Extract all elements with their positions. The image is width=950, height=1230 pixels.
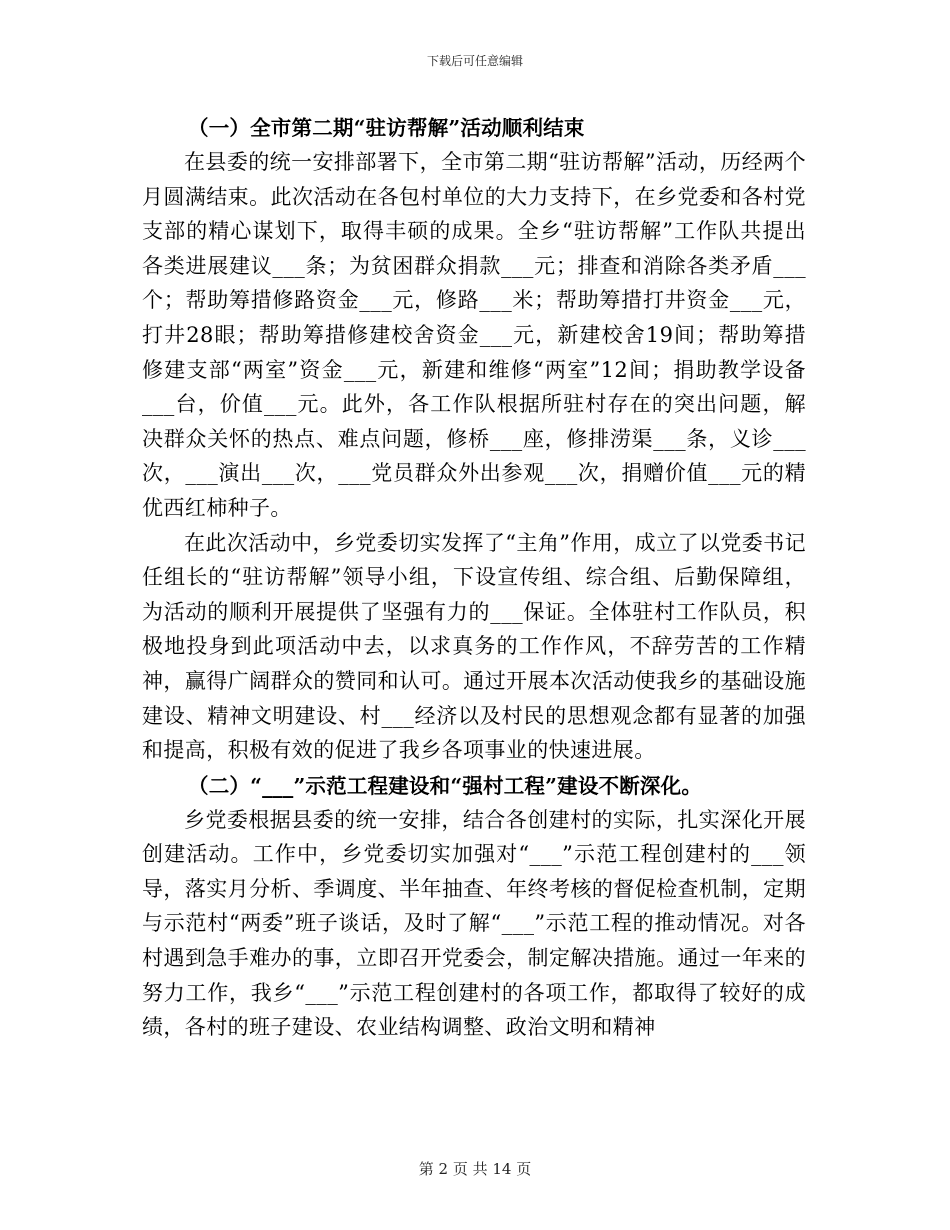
section-heading-2: （二）“___”示范工程建设和“强村工程”建设不断深化。 <box>188 773 703 798</box>
section-1-paragraph-2: 在此次活动中，乡党委切实发挥了“主角”作用，成立了以党委书记任组长的“驻访帮解”领导小组，下设宣传组、综合组、后勤保障组，为活动的顺利开展提供了坚强有力的___保证。全体驻村工作队员，积极地投身到此项活动中去，以求真务的工作作风，不辞劳苦的工作精神，赢得广阔群众的赞同和认可。通过开展本次活动使我乡的基础设施建设、精神文明建设、村___经济以及村民的思想观念都有显著的加强和提高，积极有效的促进了我乡各项事业的快速进展。 <box>142 530 806 763</box>
section-1-paragraph-1: 在县委的统一安排部署下，全市第二期“驻访帮解”活动，历经两个月圆满结束。此次活动在各包村单位的大力支持下，在乡党委和各村党支部的精心谋划下，取得丰硕的成果。全乡“驻访帮解”工作队共提出各类进展建议___条；为贫困群众捐款___元；排查和消除各类矛盾___个；帮助筹措修路资金___元，修路___米；帮助筹措打井资金___元，打井28眼；帮助筹措修建校舍资金___元，新建校舍19间；帮助筹措修建支部“两室”资金___元，新建和维修“两室”12间；捐助教学设备___台，价值___元。此外，各工作队根据所驻村存在的突出问题，解决群众关怀的热点、难点问题，修桥___座，修排涝渠___条，义诊___次，___演出___次，___党员群众外出参观___次，捐赠价值___元的精优西红柿种子。 <box>142 150 806 520</box>
page-number: 第 2 页 共 14 页 <box>418 1160 532 1178</box>
section-heading-1: （一）全市第二期“驻访帮解”活动顺利结束 <box>188 116 585 140</box>
document-body <box>142 111 806 1045</box>
download-note: 下载后可任意编辑 <box>426 54 523 68</box>
section-2-paragraph-1: 乡党委根据县委的统一安排，结合各创建村的实际，扎实深化开展创建活动。工作中，乡党委切实加强对“___”示范工程创建村的___领导，落实月分析、季调度、半年抽查、年终考核的督促检查机制，定期与示范村“两委”班子谈话，及时了解“___”示范工程的推动情况。对各村遇到急手难办的事，立即召开党委会，制定解决措施。通过一年来的努力工作，我乡“___”示范工程创建村的各项工作，都取得了较好的成绩，各村的班子建设、农业结构调整、政治文明和精神 <box>142 807 806 1040</box>
